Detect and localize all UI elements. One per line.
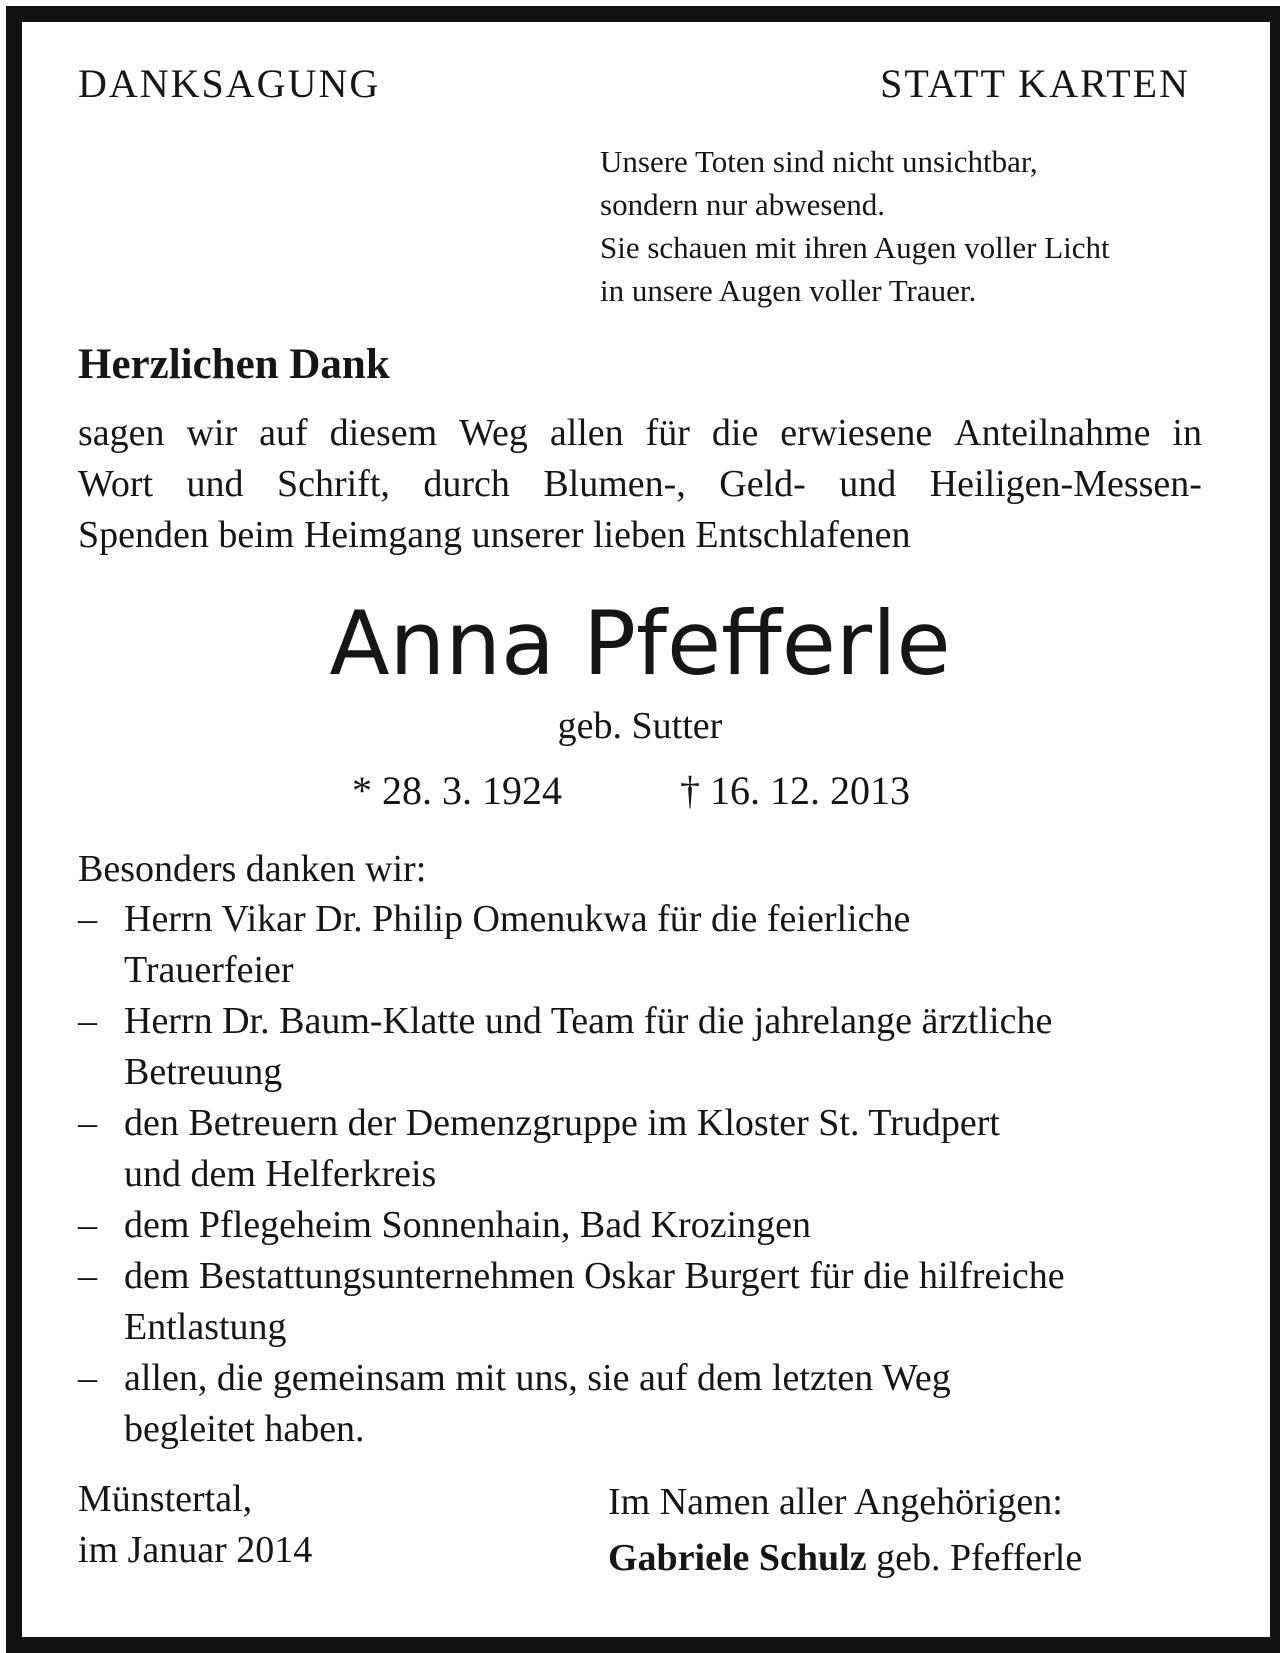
list-dash: – bbox=[78, 1102, 97, 1144]
intro-word: Anteilnahme bbox=[954, 412, 1151, 454]
birth-date: * 28. 3. 1924 bbox=[352, 768, 562, 813]
intro-word: Heiligen-Messen- bbox=[929, 463, 1202, 505]
list-dash: – bbox=[78, 1204, 97, 1246]
list-item-line: den Betreuern der Demenzgruppe im Kloster St. Trudpert bbox=[124, 1102, 1000, 1144]
intro-word: diesem bbox=[329, 412, 438, 454]
intro-word: und bbox=[186, 463, 244, 505]
quote-line: sondern nur abwesend. bbox=[600, 187, 885, 222]
signature-block bbox=[608, 1474, 1082, 1586]
list-item-line: Trauerfeier bbox=[124, 949, 294, 991]
list-dash: – bbox=[78, 898, 97, 940]
intro-word: wir bbox=[186, 412, 238, 454]
list-item bbox=[78, 1200, 1208, 1251]
list-item bbox=[78, 1251, 1208, 1353]
death-date: † 16. 12. 2013 bbox=[680, 768, 910, 813]
place: Münstertal, bbox=[78, 1478, 253, 1520]
intro-word: die bbox=[711, 412, 759, 454]
intro-word: sagen bbox=[78, 412, 165, 454]
list-dash: – bbox=[78, 1357, 97, 1399]
intro-word: allen bbox=[549, 412, 624, 454]
intro-line bbox=[78, 459, 1202, 510]
intro-word: Weg bbox=[459, 412, 528, 454]
intro-word: Geld- bbox=[719, 463, 806, 505]
list-item-line: und dem Helferkreis bbox=[124, 1153, 437, 1195]
list-dash: – bbox=[78, 1000, 97, 1042]
list-item bbox=[78, 1353, 1208, 1455]
intro-word: erwiesene bbox=[780, 412, 933, 454]
on-behalf-text: Im Namen aller Angehörigen: bbox=[608, 1481, 1063, 1523]
signer-name: Gabriele Schulz bbox=[608, 1537, 867, 1579]
list-item-line: allen, die gemeinsam mit uns, sie auf dem letzten Weg bbox=[124, 1357, 951, 1399]
intro-word: und bbox=[839, 463, 897, 505]
intro-line bbox=[78, 408, 1202, 459]
header-danksagung: DANKSAGUNG bbox=[78, 61, 381, 106]
signer bbox=[608, 1530, 1082, 1586]
list-item bbox=[78, 996, 1208, 1098]
signer-maiden-name: geb. Pfefferle bbox=[876, 1537, 1083, 1579]
memorial-quote bbox=[600, 140, 1110, 312]
thanks-intro bbox=[78, 408, 1202, 561]
intro-word: Wort bbox=[78, 463, 154, 505]
quote-line: Unsere Toten sind nicht unsichtbar, bbox=[600, 144, 1038, 179]
special-thanks-heading: Besonders danken wir: bbox=[78, 848, 427, 890]
intro-word: in bbox=[1172, 412, 1202, 454]
list-item bbox=[78, 1098, 1208, 1200]
list-item-line: Herrn Vikar Dr. Philip Omenukwa für die feierliche bbox=[124, 898, 911, 940]
list-item bbox=[78, 894, 1208, 996]
intro-word: für bbox=[645, 412, 690, 454]
list-item-line: dem Pflegeheim Sonnenhain, Bad Krozingen bbox=[124, 1204, 812, 1246]
list-item-line: begleitet haben. bbox=[124, 1408, 365, 1450]
deceased-maiden-name: geb. Sutter bbox=[557, 705, 723, 747]
intro-word: Schrift, bbox=[276, 463, 390, 505]
deceased-name: Anna Pfefferle bbox=[329, 592, 951, 695]
quote-line: in unsere Augen voller Trauer. bbox=[600, 273, 977, 308]
list-item-line: Betreuung bbox=[124, 1051, 283, 1093]
header-statt-karten: STATT KARTEN bbox=[880, 61, 1190, 106]
list-item-line: Herrn Dr. Baum-Klatte und Team für die jahrelange ärztliche bbox=[124, 1000, 1053, 1042]
intro-word: auf bbox=[259, 412, 308, 454]
list-item-line: dem Bestattungsunternehmen Oskar Burgert für die hilfreiche bbox=[124, 1255, 1065, 1297]
list-dash: – bbox=[78, 1255, 97, 1297]
quote-line: Sie schauen mit ihren Augen voller Licht bbox=[600, 230, 1110, 265]
intro-line: Spenden beim Heimgang unserer lieben Entschlafenen bbox=[78, 514, 911, 556]
intro-word: durch bbox=[423, 463, 510, 505]
list-item-line: Entlastung bbox=[124, 1306, 287, 1348]
date: im Januar 2014 bbox=[78, 1529, 313, 1571]
thanks-heading: Herzlichen Dank bbox=[78, 341, 390, 388]
place-date bbox=[78, 1474, 312, 1576]
special-thanks-list bbox=[78, 894, 1208, 1455]
intro-word: Blumen-, bbox=[543, 463, 686, 505]
